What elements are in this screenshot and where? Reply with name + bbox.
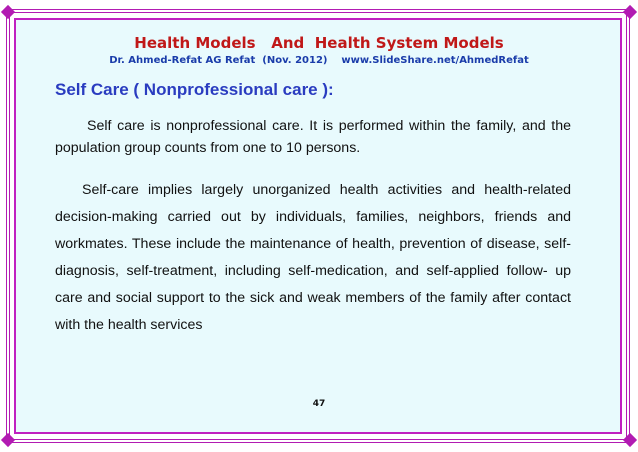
paragraph-1: Self care is nonprofessional care. It is performed within the family, and the population group counts from one to 10 persons. [55, 118, 571, 156]
page-number: 47 [312, 399, 326, 409]
title-part-2: And Health System Models [271, 34, 504, 52]
subtitle-author: Dr. Ahmed-Refat AG Refat (Nov. 2012) [109, 55, 328, 66]
page-title [0, 34, 638, 52]
subtitle-url: www.SlideShare.net/AhmedRefat [341, 55, 529, 66]
section-heading: Self Care ( Nonprofessional care ): [55, 80, 334, 99]
paragraph-2: Self-care implies largely unorganized health activities and health-related decision-making carried out by individuals, families, neighbors, friends and workmates. These include the maintenance of health, prevention of disease, self-diagnosis, self-treatment, including self-medication, and self-applied follow- up care and social support to the sick and weak members of the family after contact with the health services [55, 182, 571, 333]
title-part-1: Health Models [134, 34, 256, 52]
page-subtitle [0, 55, 638, 66]
